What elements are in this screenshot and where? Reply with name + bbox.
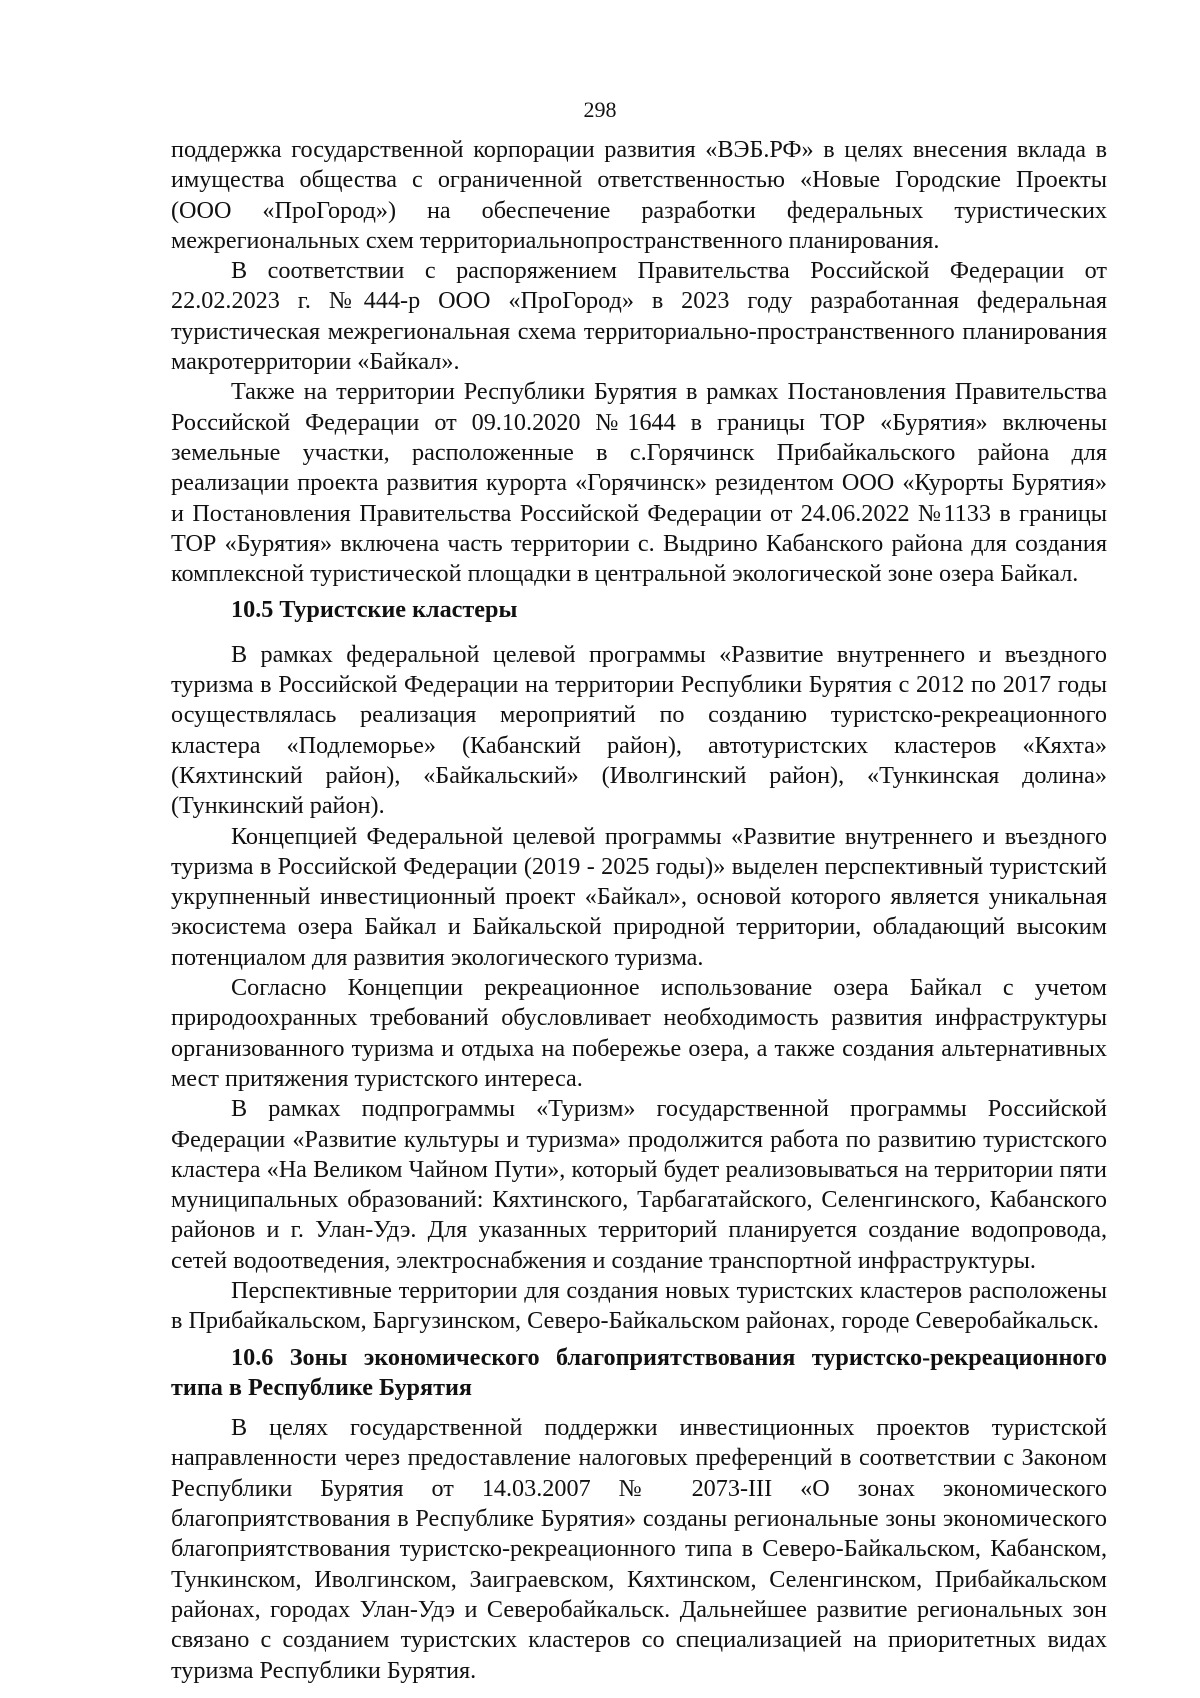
paragraph-economic-zones: В целях государственной поддержки инвестиционных проектов туристской направленности через предоставление налоговых преференций в соответствии с Законом Республики Бурятия от 14.03.2007 № 2073-III «О зонах экономического благоприятствования в Республике Бурятия» созданы региональные зоны экономического благоприятствования туристско-рекреационного типа в Северо-Байкальском, Кабанском, Тункинском, Иволгинском, Заиграевском, Кяхтинском, Селенгинском, Прибайкальском районах, городах Улан-Удэ и Северобайкальск. Дальнейшее развитие региональных зон связано с созданием туристских кластеров со специализацией на приоритетных видах туризма Республики Бурятия.: [171, 1414, 1107, 1684]
paragraph-recreational-use: Согласно Концепции рекреационное использование озера Байкал с учетом природоохранных требований обусловливает необходимость развития инфраструктуры организованного туризма и отдыха на побережье озера, а также создания альтернативных мест притяжения туристского интереса.: [171, 974, 1107, 1092]
section-heading-economic-zones: 10.6 Зоны экономического благоприятствования туристско-рекреационного типа в Республике Бурятия: [171, 1343, 1107, 1401]
paragraph-prospective-territories: Перспективные территории для создания новых туристских кластеров расположены в Прибайкальском, Баргузинском, Северо-Байкальском районах, городе Северобайкальск.: [171, 1276, 1107, 1335]
paragraph-federal-program: В рамках федеральной целевой программы «Развитие внутреннего и въездного туризма в Российской Федерации на территории Республики Бурятия с 2012 по 2017 годы осуществлялась реализация мероприятий по созданию туристско-рекреационного кластера «Подлеморье» (Кабанский район), автотуристских кластеров «Кяхта» (Кяхтинский район), «Байкальский» (Иволгинский район), «Тункинская долина» (Тункинский район).: [171, 640, 1107, 820]
paragraph-tea-road-cluster: В рамках подпрограммы «Туризм» государственной программы Российской Федерации «Развитие культуры и туризма» продолжится работа по развитию туристского кластера «На Великом Чайном Пути», который будет реализовываться на территории пяти муниципальных образований: Кяхтинского, Тарбагатайского, Селенгинского, Кабанского районов и г. Улан-Удэ. Для указанных территорий планируется создание водопровода, сетей водоотведения, электроснабжения и создание транспортной инфраструктуры.: [171, 1095, 1107, 1274]
paragraph-tor-buryatia: Также на территории Республики Бурятия в рамках Постановления Правительства Российской Федерации от 09.10.2020 №1644 в границы ТОР «Бурятия» включены земельные участки, расположенные в с.Горячинск Прибайкальского района для реализации проекта развития курорта «Горячинск» резидентом ООО «Курорты Бурятия» и Постановления Правительства Российской Федерации от 24.06.2022 №1133 в границы ТОР «Бурятия» включена часть территории с. Выдрино Кабанского района для создания комплексной туристической площадки в центральной экологической зоне озера Байкал.: [171, 378, 1107, 588]
page-number: 298: [583, 97, 617, 122]
paragraph-veb-support: поддержка государственной корпорации развития «ВЭБ.РФ» в целях внесения вклада в имущества общества с ограниченной ответственностью «Новые Городские Проекты (ООО «ПроГород») на обеспечение разработки федеральных туристических межрегиональных схем территориальнопространственного планирования.: [171, 136, 1107, 254]
section-heading-tourist-clusters: 10.5 Туристские кластеры: [231, 596, 518, 624]
paragraph-government-order: В соответствии с распоряжением Правительства Российской Федерации от 22.02.2023 г. №444-р ООО «ПроГород» в 2023 году разработанная федеральная туристическая межрегиональная схема территориально-пространственного планирования макротерритории «Байкал».: [171, 257, 1107, 376]
paragraph-concept-baikal: Концепцией Федеральной целевой программы «Развитие внутреннего и въездного туризма в Российской Федерации (2019 - 2025 годы)» выделен перспективный туристский укрупненный инвестиционный проект «Байкал», основой которого является уникальная экосистема озера Байкал и Байкальской природной территории, обладающий высоким потенциалом для развития экологического туризма.: [171, 822, 1107, 971]
page-content: [171, 135, 1107, 1686]
